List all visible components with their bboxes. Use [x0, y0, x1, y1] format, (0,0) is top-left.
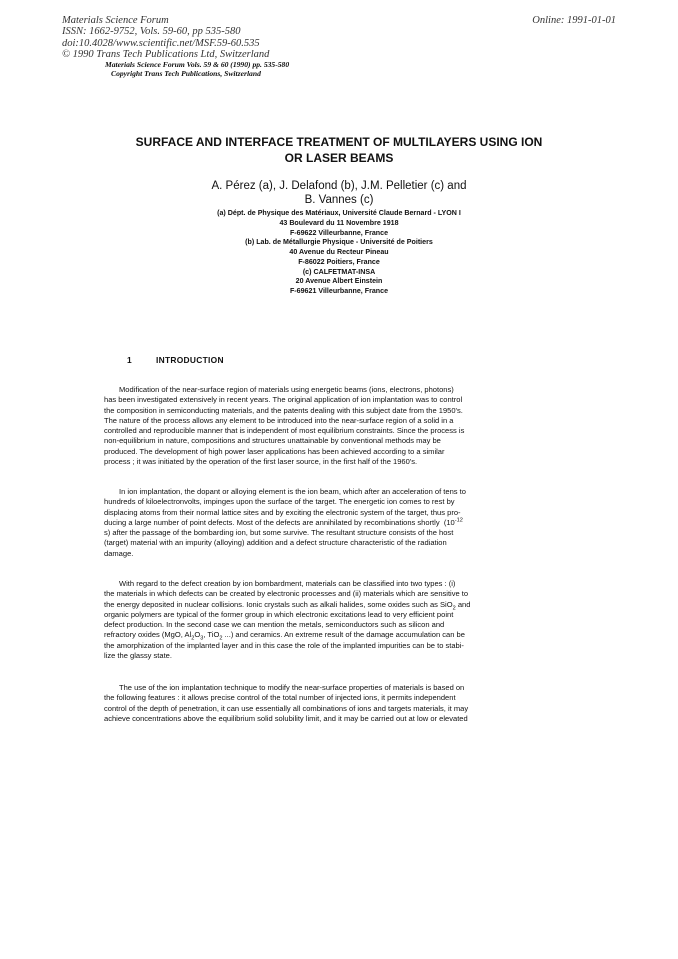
text-line: The nature of the process allows any element to be introduced into the near-surface region of a solid in a — [104, 415, 454, 425]
text-line: control of the depth of penetration, it can use essentially all combinations of ions and targets materials, it may — [104, 703, 469, 713]
paragraph-2 — [104, 487, 576, 559]
text-line: the materials in which defects can be created by electronic processes and (ii) materials which are sensitive to — [104, 589, 469, 599]
text-line: damage. — [104, 548, 134, 558]
text-run: ducing a large number of point defects. Most of the defects are annihilated by recombinations shortly — [104, 517, 440, 527]
text-line: The use of the ion implantation technique to modify the near-surface properties of materials is based on — [119, 683, 465, 692]
doi-line: doi:10.4028/www.scientific.net/MSF.59-60.535 — [62, 37, 260, 49]
issn-line: ISSN: 1662-9752, Vols. 59-60, pp 535-580 — [62, 26, 241, 38]
title-line-2: OR LASER BEAMS — [284, 151, 394, 165]
affiliation-line: 20 Avenue Albert Einstein — [295, 277, 383, 286]
section-title: INTRODUCTION — [156, 355, 224, 365]
text-run: refractory oxides (MgO, Al — [104, 630, 192, 640]
affiliation-line: F-69622 Villeurbanne, France — [289, 228, 389, 237]
text-line: (target) material with an impurity (alloying) addition and a defect structure characteristic of the radiation — [104, 538, 447, 548]
journal-name: Materials Science Forum — [62, 15, 169, 26]
affiliation-line: 40 Avenue du Recteur Pineau — [289, 248, 389, 256]
paragraph-4 — [104, 683, 576, 724]
author-list — [130, 179, 548, 207]
text-line: organic polymers are typical of the former group in which electronic excitations lead to very efficient point — [104, 609, 454, 619]
text-line: the composition in semiconducting materials, and the patents dealing with this subject date from the 1950's. — [104, 405, 463, 415]
affiliation-line: (b) Lab. de Métallurgie Physique - Université de Poitiers — [245, 238, 433, 247]
subscript: 2 — [452, 605, 456, 611]
text-line: process ; it was initiated by the operation of the first laser source, in the first half of the 1960's. — [104, 456, 418, 466]
copyright-line: © 1990 Trans Tech Publications Ltd, Switzerland — [62, 49, 270, 61]
text-line: displacing atoms from their normal lattice sites and by exciting the electronic system of the target, thus pro- — [104, 507, 461, 517]
text-line — [104, 630, 576, 640]
paragraph-3 — [104, 579, 576, 661]
text-line: In ion implantation, the dopant or alloying element is the ion beam, which after an acceleration of tens to — [119, 487, 466, 496]
affiliation-line: 43 Boulevard du 11 Novembre 1918 — [279, 218, 399, 227]
text-line: s) after the passage of the bombarding ion, but some survive. The resultant structure consists of the host — [104, 528, 454, 537]
text-line: defect production. In the second case we can mention the metals, semiconductors such as silicon and — [104, 620, 445, 629]
text-run: the energy deposited in nuclear collisions. Ionic crystals such as alkali halides, some oxides such as SiO — [104, 599, 453, 609]
text-line: the amorphization of the implanted layer and in this case the role of the implanted impurities can be to stabi- — [104, 640, 464, 650]
text-line: With regard to the defect creation by ion bombardment, materials can be classified into two types : (i) — [119, 579, 456, 588]
authors-line-1: A. Pérez (a), J. Delafond (b), J.M. Pelletier (c) and — [211, 180, 467, 192]
affiliation-line: (c) CALFETMAT-INSA — [302, 267, 376, 276]
online-date: Online: 1991-01-01 — [532, 15, 616, 26]
text-line: has been investigated extensively in recent years. The original application of ion implantation was to control — [104, 395, 463, 405]
text-line: the following features : it allows precise control of the total number of injected ions, it permits independent — [104, 693, 456, 703]
affiliation-line: (a) Dépt. de Physique des Matériaux, Université Claude Bernard - LYON I — [217, 209, 461, 217]
authors-line-2: B. Vannes (c) — [304, 194, 374, 206]
text-run: (10 — [443, 517, 455, 527]
paper-title — [70, 134, 608, 166]
text-line — [104, 600, 576, 610]
exponent: -12 — [454, 517, 463, 524]
subscript: 2 — [191, 635, 195, 642]
text-line: lize the glassy state. — [104, 650, 172, 660]
text-line: non-equilibrium in nature, compositions and structures unattainable by conventional methods may be — [104, 436, 441, 446]
text-line: Modification of the near-surface region of materials using energetic beams (ions, electrons, photons) — [119, 385, 454, 394]
section-heading — [127, 355, 224, 365]
text-line: hundreds of kiloelectronvolts, impinges upon the surface of the target. The energetic ion comes to rest by — [104, 497, 455, 507]
text-run: and — [455, 599, 471, 609]
affiliations — [110, 209, 568, 297]
affiliation-line: F-69621 Villeurbanne, France — [289, 287, 389, 295]
subscript: 2 — [219, 635, 223, 642]
text-run: O — [194, 630, 201, 640]
original-header-volume: Materials Science Forum Vols. 59 & 60 (1990) pp. 535-580 — [105, 60, 290, 69]
text-line: achieve concentrations above the equilibrium solid solubility limit, and it may be carried out at low or elevated — [104, 713, 468, 723]
section-number: 1 — [127, 355, 132, 365]
paragraph-1 — [104, 385, 576, 467]
text-line: controlled and reproducible manner that is independent of most equilibrium constraints. Since the process is — [104, 426, 465, 435]
text-run: , TiO — [203, 630, 220, 640]
original-journal-header — [105, 60, 289, 79]
title-line-1: SURFACE AND INTERFACE TREATMENT OF MULTILAYERS USING ION — [135, 135, 543, 149]
publication-metadata — [62, 15, 269, 61]
subscript: 3 — [200, 635, 204, 642]
text-line: produced. The development of high power laser applications has been achieved according to a similar — [104, 446, 445, 456]
text-run: ...) and ceramics. An extreme result of the damage accumulation can be — [222, 630, 465, 640]
original-header-copyright: Copyright Trans Tech Publications, Switzerland — [111, 69, 261, 79]
affiliation-line: F-86022 Poitiers, France — [298, 257, 380, 266]
text-line — [104, 518, 576, 528]
